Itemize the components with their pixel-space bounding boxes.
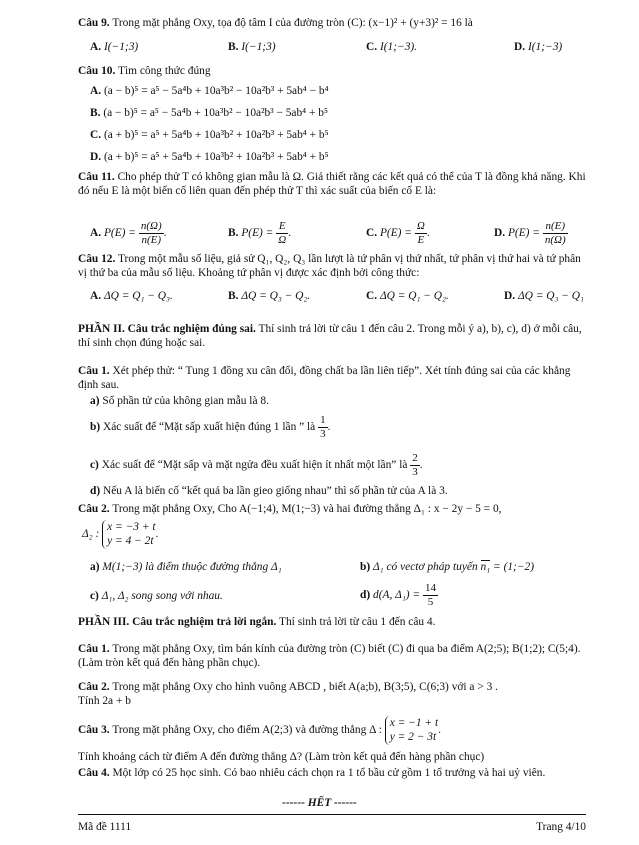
- question-text: Trong mặt phẳng Oxy, tọa độ tâm I của đường tròn (C): (x−1)² + (y+3)² = 16 là: [112, 17, 473, 29]
- question-11: [78, 170, 586, 199]
- option-a: A. I(−1;3): [90, 41, 139, 53]
- exam-code: Mã đề 1111: [78, 821, 132, 833]
- question-text: Trong mặt phẳng Oxy cho hình vuông ABCD , biết A(a;b), B(3;5), C(6;3) với a > 3 .: [112, 681, 498, 693]
- question-10-option-c: C. (a + b)⁵ = a⁵ + 5a⁴b + 10a³b² + 10a²b³ + 5ab⁴ + b⁵: [90, 129, 329, 141]
- option-c: C. ΔQ = Q₁ − Q₂.: [366, 290, 449, 302]
- part-3-question-3: Câu 3. Trong mặt phẳng Oxy, cho điểm A(2;3) và đường thẳng Δ : x = −1 + t y = 2 − 3t .: [78, 717, 441, 744]
- question-9: [78, 16, 586, 30]
- question-11-options: [90, 220, 590, 250]
- question-label: Câu 2.: [78, 681, 110, 693]
- part-2-question-2: [78, 502, 586, 516]
- question-10-option-b: B. (a − b)⁵ = a⁵ − 5a⁴b + 10a³b² − 10a²b³ − 5ab⁴ + b⁵: [90, 107, 328, 119]
- question-12: [78, 252, 586, 281]
- statement-b: b) Δ₁ có vectơ pháp tuyến n₁ = (1;−2): [360, 561, 535, 573]
- question-text: Trong mặt phẳng Oxy, Cho A(−1;4), M(1;−3) và hai đường thẳng Δ₁ : x − 2y − 5 = 0,: [112, 503, 502, 515]
- question-label: Câu 2.: [78, 503, 110, 515]
- option-a: A. ΔQ = Q₁ − Q₃.: [90, 290, 173, 302]
- part-2-question-1: [78, 364, 586, 393]
- statement-d: d) Nếu A là biến cố “kết quả ba lần gieo giống nhau” thì số phần tử của A là 3.: [90, 485, 448, 497]
- line-system: x = −1 + t y = 2 − 3t: [385, 716, 438, 745]
- statement-d: d) d(A, Δ₁) = $\frac{14}{5}$: [360, 582, 436, 608]
- question-10-option-d: D. (a + b)⁵ = a⁵ + 5a⁴b + 10a³b² + 10a²b³ + 5ab⁴ + b⁵: [90, 151, 329, 163]
- section-title: PHẦN II. Câu trắc nghiệm đúng sai.: [78, 323, 256, 335]
- question-text: Xét phép thử: “ Tung 1 đồng xu cân đối, đồng chất ba lần liên tiếp”. Xét tính đúng sai của các khẳng định sau.: [78, 365, 571, 392]
- question-label: Câu 12.: [78, 253, 116, 265]
- option-b: B. P(E) = $\frac{E}{\Omega}$ .: [228, 220, 292, 246]
- statement-c: c) Δ₁, Δ₂ song song với nhau.: [90, 590, 223, 602]
- question-12-options: [90, 289, 590, 305]
- statement-a: a) M(1;−3) là điểm thuộc đường thẳng Δ₁: [90, 561, 282, 573]
- part-3-question-2: [78, 680, 586, 709]
- question-text: Một lớp có 25 học sinh. Có bao nhiêu cách chọn ra 1 tổ bầu cử gồm 1 tổ trưởng và hai uỷ viên.: [112, 767, 546, 779]
- statement-a: a) Số phần tử của không gian mẫu là 8.: [90, 395, 269, 407]
- section-instructions: Thí sinh trả lời từ câu 1 đến câu 2. Trong mỗi ý a), b), c), d) ở mỗi câu, thí sinh chọn đúng hoặc sai.: [78, 323, 582, 350]
- part-2-heading: [78, 322, 586, 351]
- option-b: B. ΔQ = Q₃ − Q₂.: [228, 290, 311, 302]
- option-d: D. I(1;−3): [514, 41, 563, 53]
- part-3-question-3-line-2: Tính khoảng cách từ điểm A đến đường thẳng Δ? (Làm tròn kết quả đến hàng phần chục): [78, 751, 485, 763]
- footer-divider: [78, 814, 586, 815]
- question-text: Tìm công thức đúng: [118, 65, 211, 77]
- question-text-line-2: Tính 2a + b: [78, 695, 131, 708]
- part-3-question-1: [78, 642, 586, 671]
- option-b: B. I(−1;3): [228, 41, 276, 53]
- question-text: Cho phép thử T có không gian mẫu là Ω. Giả thiết rằng các kết quả có thể của T là đồng khả năng. Khi đó nếu E là một biến cố liên quan đến phép thử T thì xác suất của biến cố E là:: [78, 171, 586, 198]
- option-d: D. ΔQ = Q₃ − Q₁: [504, 290, 584, 302]
- question-label: Câu 3.: [78, 723, 110, 736]
- question-10: [78, 64, 586, 78]
- question-9-options: [90, 40, 590, 56]
- question-label: Câu 10.: [78, 65, 116, 77]
- question-text: Trong một mẫu số liệu, giả sử Q₁, Q₂, Q₃ lần lượt là tứ phân vị thứ nhất, tứ phân vị thứ hai và tứ phân vị thứ ba của mẫu số liệu. Khoảng tứ phân vị được xác định bởi công thức:: [78, 253, 581, 280]
- question-label: Câu 9.: [78, 17, 110, 29]
- option-a: A. P(E) = $\frac{n(\Omega)}{n(E)}$ .: [90, 220, 167, 246]
- question-text: Trong mặt phẳng Oxy, tìm bán kính của đường tròn (C) biết (C) đi qua ba điểm A(2;5); B(1;2); C(5;4). (Làm tròn kết quả đến hàng phần chục).: [78, 643, 581, 670]
- question-label: Câu 11.: [78, 171, 115, 183]
- question-label: Câu 4.: [78, 767, 110, 779]
- end-marker: ------ HẾT ------: [282, 797, 357, 809]
- option-c: C. P(E) = $\frac{\Omega}{E}$ .: [366, 220, 430, 246]
- option-c: C. I(1;−3).: [366, 41, 418, 53]
- statement-b: b) Xác suất để “Mặt sấp xuất hiện đúng 1 lần ” là $\frac{1}{3}$ .: [90, 414, 331, 440]
- section-instructions: Thí sinh trả lời từ câu 1 đến câu 4.: [279, 616, 436, 628]
- part-3-question-4: [78, 766, 586, 780]
- question-text: Trong mặt phẳng Oxy, cho điểm A(2;3) và đường thẳng Δ :: [112, 723, 382, 736]
- page-number: Trang 4/10: [536, 821, 586, 833]
- question-label: Câu 1.: [78, 643, 110, 655]
- question-label: Câu 1.: [78, 365, 110, 377]
- section-title: PHẦN III. Câu trắc nghiệm trả lời ngắn.: [78, 616, 277, 628]
- statement-c: c) Xác suất để “Mặt sấp và mặt ngửa đều xuất hiện ít nhất một lần” là $\frac{2}{3}$ .: [90, 452, 423, 478]
- option-d: D. P(E) = $\frac{n(E)}{n(\Omega)}$: [494, 220, 566, 246]
- part-3-heading: [78, 615, 586, 629]
- delta-2-system: Δ₂ : x = −3 + t y = 4 − 2t .: [82, 521, 159, 548]
- question-10-option-a: A. (a − b)⁵ = a⁵ − 5a⁴b + 10a³b² − 10a²b³ + 5ab⁴ − b⁴: [90, 85, 329, 97]
